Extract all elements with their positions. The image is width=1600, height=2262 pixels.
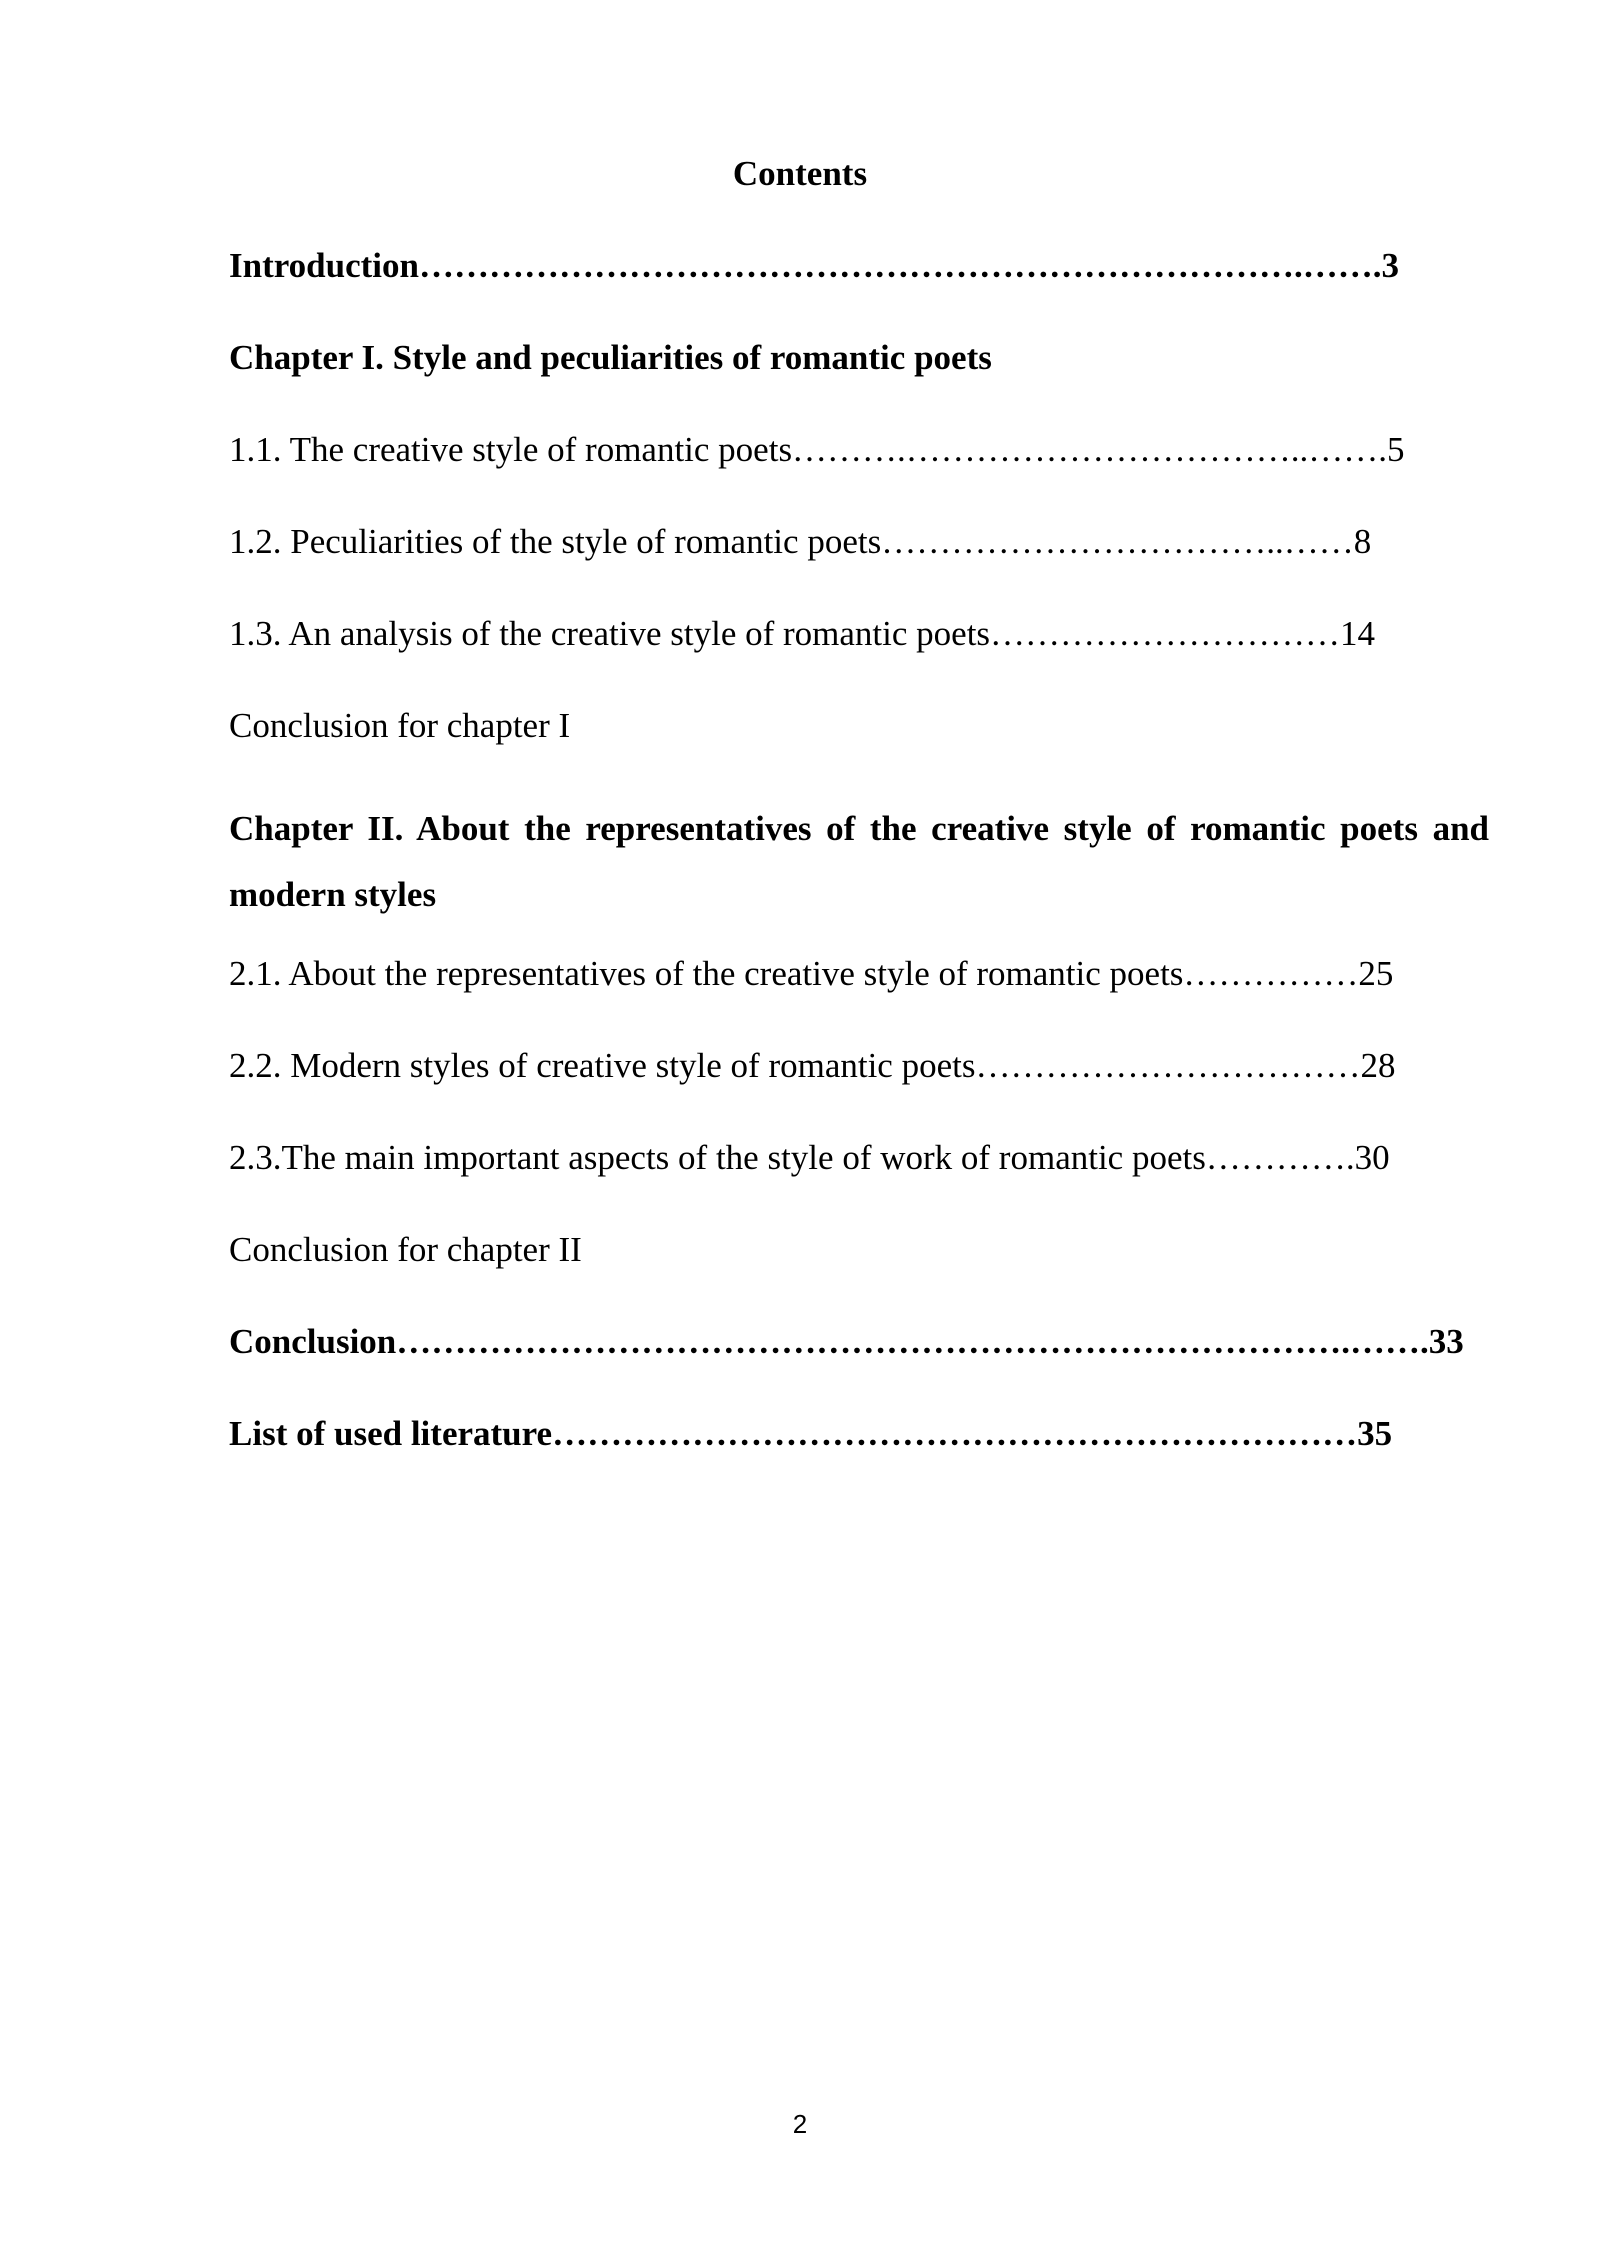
contents-title: Contents bbox=[732, 154, 868, 193]
toc-entry-2-1: 2.1. About the representatives of the creative style of romantic poets……………25 bbox=[229, 954, 1394, 993]
toc-entry-introduction: Introduction………………………………………………………………….…….3 bbox=[229, 246, 1399, 285]
toc-entry-1-2: 1.2. Peculiarities of the style of romantic poets……………………………..……8 bbox=[229, 522, 1372, 561]
toc-entry-conclusion-chapter-2: Conclusion for chapter II bbox=[229, 1230, 582, 1269]
toc-entry-1-1: 1.1. The creative style of romantic poets……….……………………………..…….5 bbox=[229, 430, 1405, 469]
page-number: 2 bbox=[792, 2109, 808, 2139]
toc-entry-1-3: 1.3. An analysis of the creative style of romantic poets…………………………14 bbox=[229, 614, 1376, 653]
toc-entry-2-3: 2.3.The main important aspects of the style of work of romantic poets………….30 bbox=[229, 1138, 1390, 1177]
toc-entry-literature: List of used literature……………………………………………………………35 bbox=[229, 1414, 1393, 1453]
toc-entry-2-2: 2.2. Modern styles of creative style of romantic poets……………………………28 bbox=[229, 1046, 1396, 1085]
toc-chapter-1-heading: Chapter I. Style and peculiarities of romantic poets bbox=[229, 338, 992, 377]
toc-entry-conclusion: Conclusion……………………………………………………………………….…….33 bbox=[229, 1322, 1464, 1361]
toc-chapter-2-heading: Chapter II. About the representatives of the creative style of romantic poets and modern styles bbox=[229, 809, 1489, 914]
toc-entry-conclusion-chapter-1: Conclusion for chapter I bbox=[229, 706, 571, 745]
